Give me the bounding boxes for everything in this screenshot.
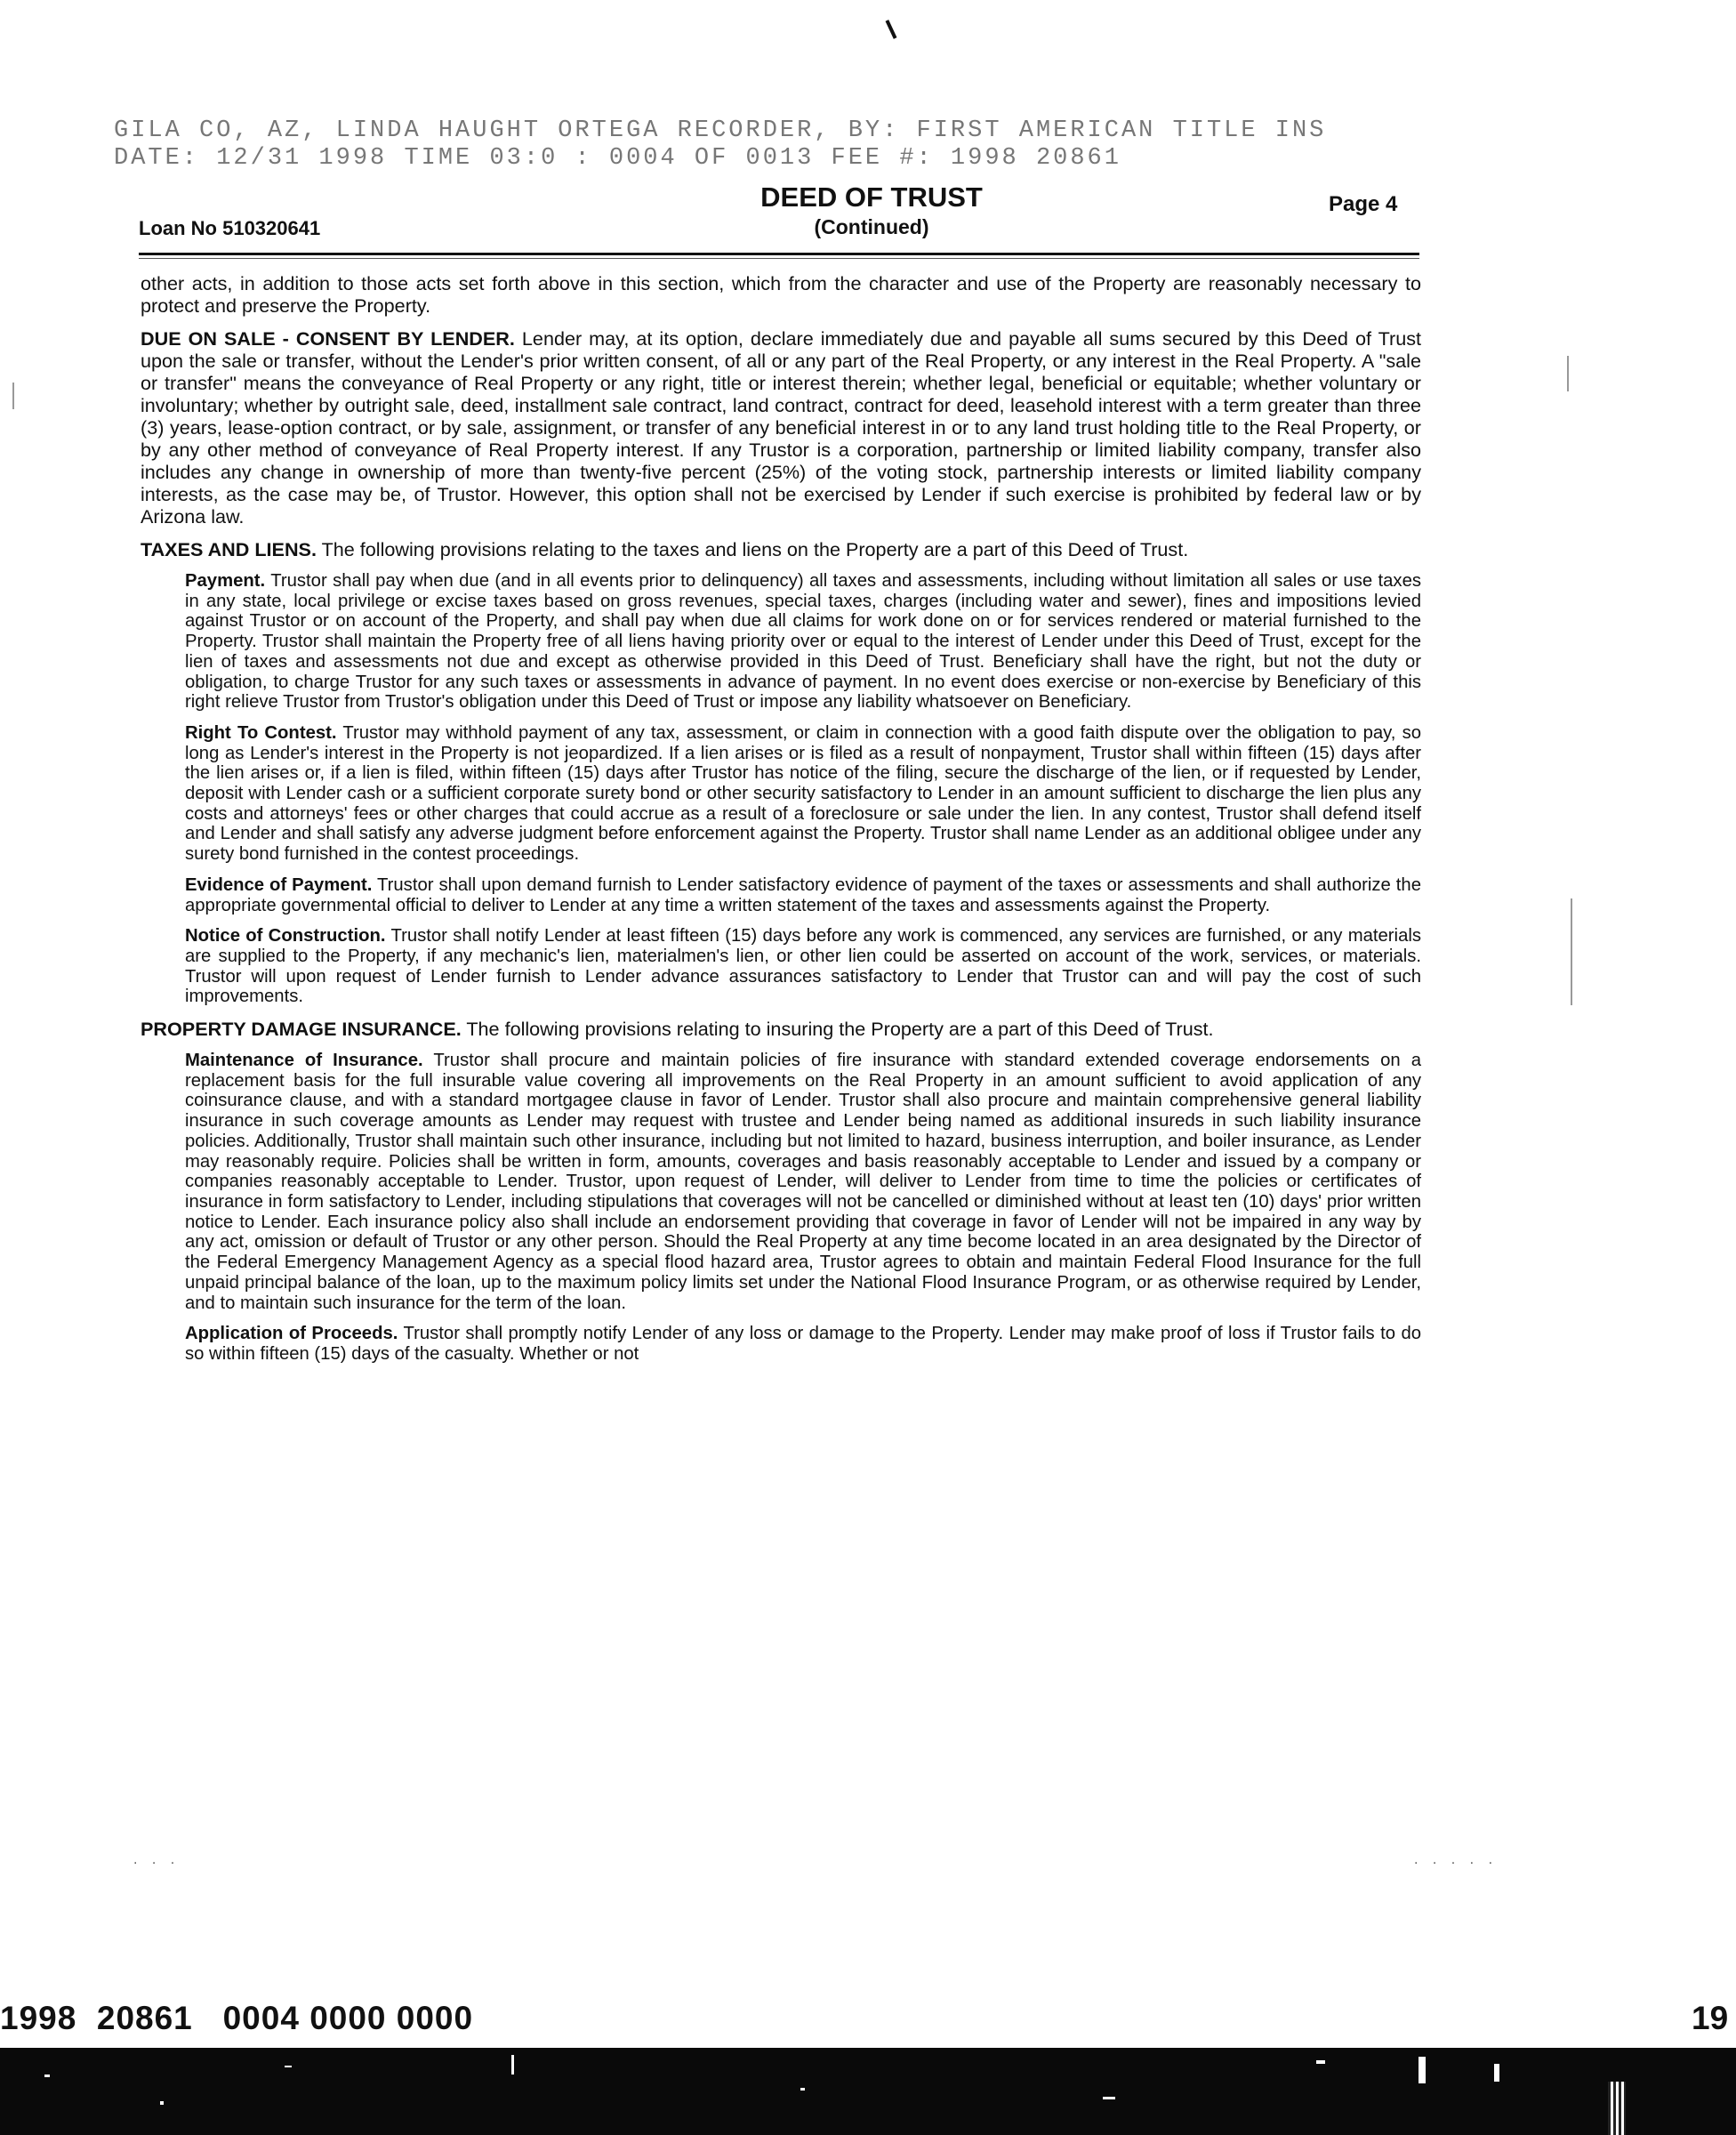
recording-stamp-line2: DATE: 12/31 1998 TIME 03:0 : 0004 OF 0013 FEE #: 1998 20861 xyxy=(114,145,1121,172)
section-due-on-sale xyxy=(141,327,1421,528)
subsection-text: Trustor shall upon demand furnish to Lender satisfactory evidence of payment of the taxes or assessments and shall authorize the appropriate governmental official to deliver to Lender at any time a written statement of the taxes and assessments against the Property. xyxy=(185,874,1421,915)
subsection-maintenance-of-insurance xyxy=(185,1051,1421,1313)
subsection-text: Trustor shall procure and maintain policies of fire insurance with standard extended coverage endorsements on a replacement basis for the full insurable value covering all improvements on the Real Property in an amount sufficient to avoid application of any coinsurance clause, and with a standard mortgagee clause in favor of Lender. Trustor shall also procure and maintain comprehensive general liability insurance in such coverage amounts as Lender may request with trustee and Lender being named as additional insureds in such liability insurance policies. Additionally, Trustor shall maintain such other insurance, including but not limited to hazard, business interruption, and boiler insurance, as Lender may reasonably require. Policies shall be written in form, amounts, coverages and basis reasonably acceptable to Lender and issued by a company or companies reasonably acceptable to Lender. Trustor, upon request of Lender, will deliver to Lender from time to time the policies or certificates of insurance in form satisfactory to Lender, including stipulations that coverages will not be cancelled or diminished without at least ten (10) days' prior written notice to Lender. Each insurance policy also shall include an endorsement providing that coverage in favor of Lender will not be impaired in any way by any act, omission or default of Trustor or any other person. Should the Real Property at any time become located in an area designated by the Director of the Federal Emergency Management Agency as a special flood hazard area, Trustor agrees to obtain and maintain Federal Flood Insurance for the full unpaid principal balance of the loan, up to the maximum policy limits set under the National Flood Insurance Program, or as otherwise required by Lender, and to maintain such insurance for the term of the loan. xyxy=(185,1051,1421,1313)
subsection-heading: Notice of Construction. xyxy=(185,926,386,947)
edge-number: 19 xyxy=(1692,2000,1729,2036)
section-taxes-and-liens xyxy=(141,538,1421,560)
margin-mark-right xyxy=(1567,356,1569,391)
subsection-text: Trustor shall pay when due (and in all events prior to delinquency) all taxes and assessments, including without limitation all sales or use taxes in any state, local privilege or excise taxes based on gross revenues, special taxes, charges (including water and sewer), fines and impositions levied against Trustor or on account of the Property, and shall pay when due all claims for work done on or for services rendered or material furnished to the Property. Trustor shall maintain the Property free of all liens having priority over or equal to the interest of Lender under this Deed of Trust, except for the lien of taxes and assessments not due and except as otherwise provided in this Deed of Trust. Beneficiary shall have the right, but not the duty or obligation, to charge Trustor for any such taxes or assessments in advance of payment. In no event does exercise or non-exercise by Beneficiary of this right relieve Trustor from Trustor's obligation under this Deed of Trust or impose any liability whatsoever on Beneficiary. xyxy=(185,571,1421,713)
section-property-damage-insurance xyxy=(141,1018,1421,1040)
subsection-heading: Right To Contest. xyxy=(185,722,337,743)
section-text: Lender may, at its option, declare immediately due and payable all sums secured by this Deed of Trust upon the sale or transfer, without the Lender's prior written consent, of all or any part of the Real Property, or any interest in the Real Property. A "sale or transfer" means the conveyance of Real Property or any right, title or interest therein; whether legal, beneficial or equitable; whether voluntary or involuntary; whether by outright sale, deed, installment sale contract, land contract, contract for deed, leasehold interest with a term greater than three (3) years, lease-option contract, or by sale, assignment, or transfer of any beneficial interest in or to any land trust holding title to the Real Property, or by any other method of conveyance of Real Property interest. If any Trustor is a corporation, partnership or limited liability company, transfer also includes any change in ownership of more than twenty-five percent (25%) of the voting stock, partnership interests or limited liability company interests, as the case may be, of Trustor. However, this option shall not be exercised by Lender if such exercise is prohibited by federal law or by Arizona law. xyxy=(141,327,1421,528)
subsection-text: Trustor may withhold payment of any tax, assessment, or claim in connection with a good faith dispute over the obligation to pay, so long as Lender's interest in the Property is not jeopardized. If a lien arises or is filed as a result of nonpayment, Trustor shall within fifteen (15) days after the lien arises or, if a lien is filed, within fifteen (15) days after Trustor has notice of the filing, secure the discharge of the lien, or if requested by Lender, deposit with Lender cash or a sufficient corporate surety bond or other security satisfactory to Lender in an amount sufficient to discharge the lien plus any costs and attorneys' fees or other charges that could accrue as a result of a foreclosure or sale under the lien. In any contest, Trustor shall defend itself and Lender and shall satisfy any adverse judgment before enforcement against the Property. Trustor shall name Lender as an additional obligee under any surety bond furnished in the contest proceedings. xyxy=(185,722,1421,865)
scan-edge-bars xyxy=(1608,2082,1626,2135)
recording-stamp-line1: GILA CO, AZ, LINDA HAUGHT ORTEGA RECORDER, BY: FIRST AMERICAN TITLE INS xyxy=(114,117,1327,144)
paragraph-continuation: other acts, in addition to those acts set forth above in this section, which from the character and use of the Property are reasonably necessary to protect and preserve the Property. xyxy=(141,272,1421,317)
subsection-heading: Application of Proceeds. xyxy=(185,1324,398,1344)
scan-bottom-band-edge xyxy=(1685,2048,1736,2135)
section-heading: DUE ON SALE - CONSENT BY LENDER. xyxy=(141,327,515,350)
page-number: Page 4 xyxy=(1329,192,1398,216)
recording-stamp xyxy=(114,117,1394,173)
scan-mark xyxy=(886,20,897,39)
section-heading: PROPERTY DAMAGE INSURANCE. xyxy=(141,1018,462,1041)
subsection-heading: Maintenance of Insurance. xyxy=(185,1051,423,1071)
margin-mark-left xyxy=(12,383,14,409)
subsection-heading: Evidence of Payment. xyxy=(185,874,373,895)
document-number: 1998 20861 0004 0000 0000 xyxy=(0,2000,474,2036)
scan-bottom-band xyxy=(0,2048,1685,2135)
section-heading: TAXES AND LIENS. xyxy=(141,538,317,560)
loan-number: Loan No 510320641 xyxy=(139,217,321,239)
subsection-notice-of-construction xyxy=(185,926,1421,1007)
document-body xyxy=(141,272,1421,1375)
subsection-text: Trustor shall promptly notify Lender of any loss or damage to the Property. Lender may make proof of loss if Trustor fails to do so within fifteen (15) days of the casualty. Whether or not xyxy=(185,1324,1421,1364)
subsection-application-of-proceeds xyxy=(185,1324,1421,1364)
subsection-heading: Payment. xyxy=(185,571,266,591)
document-subtitle: (Continued) xyxy=(814,215,929,238)
scan-dots-left: . . . xyxy=(133,1852,181,1867)
header-rule xyxy=(139,253,1419,255)
subsection-payment xyxy=(185,571,1421,713)
margin-mark-right xyxy=(1571,898,1572,1005)
subsection-text: Trustor shall notify Lender at least fifteen (15) days before any work is commenced, any services are furnished, or any materials are supplied to the Property, if any mechanic's lien, materialmen's lien, or other lien could be asserted on account of the work, services, or materials. Trustor will upon request of Lender furnish to Lender advance assurances satisfactory to Lender that Trustor can and will pay the cost of such improvements. xyxy=(185,926,1421,1007)
section-text: The following provisions relating to the taxes and liens on the Property are a part of this Deed of Trust. xyxy=(321,538,1189,560)
header-rule-thin xyxy=(139,258,1419,259)
subsection-evidence-of-payment xyxy=(185,875,1421,915)
document-title: DEED OF TRUST xyxy=(760,181,983,213)
section-text: The following provisions relating to insuring the Property are a part of this Deed of Trust. xyxy=(466,1018,1214,1041)
scan-dots-right: . . . . . xyxy=(1414,1852,1499,1867)
subsection-right-to-contest xyxy=(185,723,1421,865)
